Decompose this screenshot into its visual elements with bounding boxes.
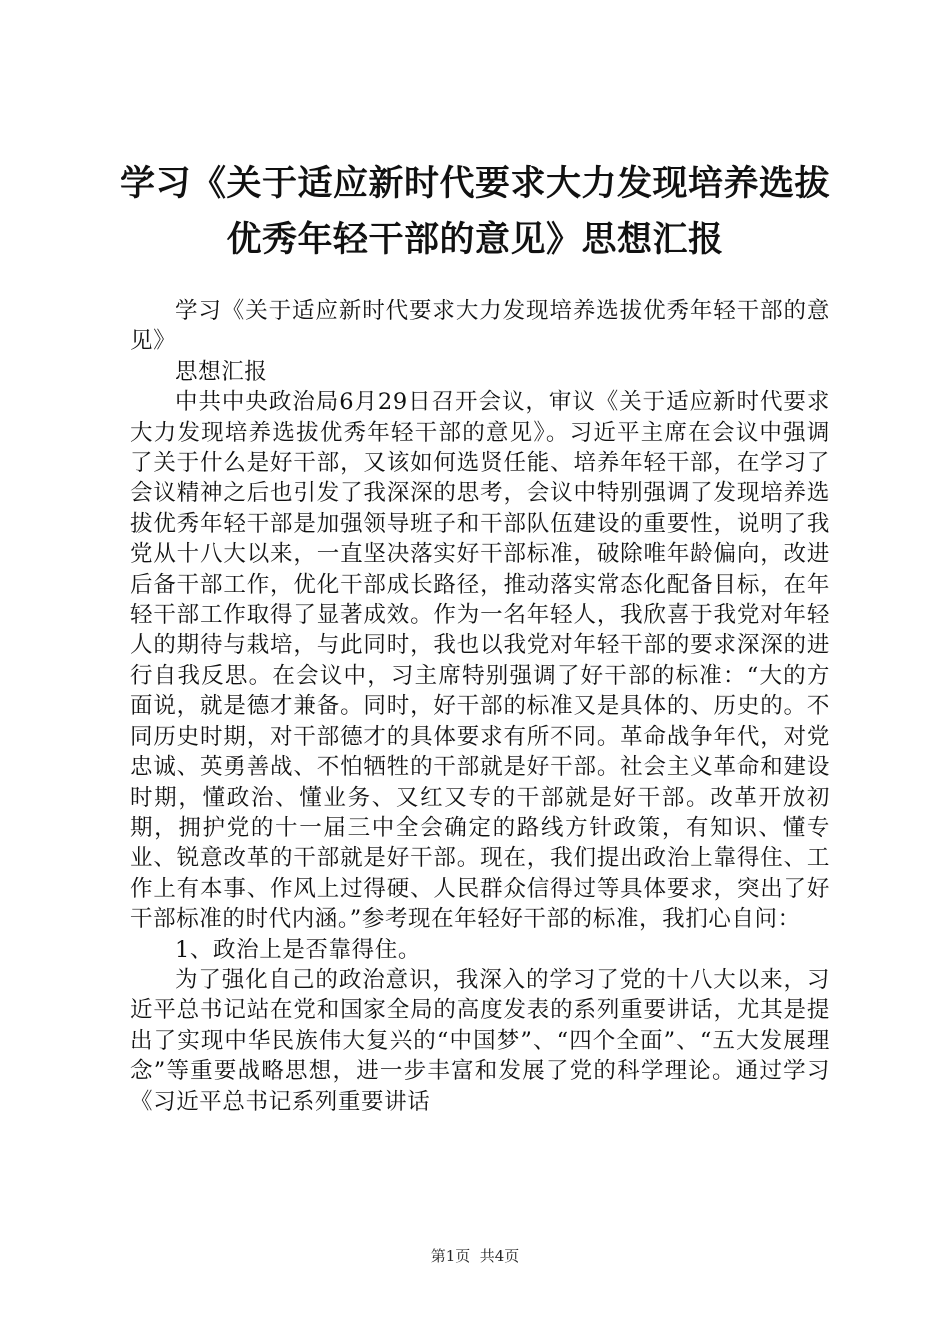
paragraph-main-text: 中共中央政治局6月29日召开会议，审议《关于适应新时代要求大力发现培养选拔优秀年轻干部的意见》。习近平主席在会议中强调了关于什么是好干部，又该如何选贤任能、培养年轻干部，在学习了会议精神之后也引发了我深深的思考，会议中特别强调了发现培养选拔优秀年轻干部是加强领导班子和干部队伍建设的重要性，说明了我党从十八大以来，一直坚决落实好干部标准，破除唯年龄偏向，改进后备干部工作，优化干部成长路径，推动落实常态化配备目标，在年轻干部工作取得了显著成效。作为一名年轻人，我欣喜于我党对年轻人的期待与栽培，与此同时，我也以我党对年轻干部的要求深深的进行自我反思。在会议中，习主席特别强调了好干部的标准：“大的方面说，就是德才兼备。同时，好干部的标准又是具体的、历史的。不同历史时期，对干部德才的具体要求有所不同。革命战争年代，对党忠诚、英勇善战、不怕牺牲的干部就是好干部。社会主义革命和建设时期，懂政治、懂业务、又红又专的干部就是好干部。改革开放初期，拥护党的十一届三中全会确定的路线方针政策，有知识、懂专业、锐意改革的干部就是好干部。现在，我们提出政治上靠得住、工作上有本事、作风上过得硬、人民群众信得过等具体要求，突出了好干部标准的时代内涵。”参考现在年轻好干部的标准，我扪心自问： bbox=[130, 389, 830, 933]
page-footer bbox=[0, 1246, 950, 1266]
document-title bbox=[120, 156, 830, 268]
document-body bbox=[130, 296, 830, 1117]
paragraph-point-1-text: 为了强化自己的政治意识，我深入的学习了党的十八大以来，习近平总书记站在党和国家全局的高度发表的系列重要讲话，尤其是提出了实现中华民族伟大复兴的“中国梦”、“四个全面”、“五大发展理念”等重要战略思想，进一步丰富和发展了党的科学理论。通过学习《习近平总书记系列重要讲话 bbox=[130, 966, 830, 1115]
title-line-2: 优秀年轻干部的意见》思想汇报 bbox=[226, 220, 724, 260]
page-number: 第1页 共4页 bbox=[430, 1247, 520, 1265]
title-line-1: 学习《关于适应新时代要求大力发现培养选拔 bbox=[120, 164, 831, 204]
paragraph-report-label: 思想汇报 bbox=[175, 358, 268, 385]
paragraph-restated-title: 学习《关于适应新时代要求大力发现培养选拔优秀年轻干部的意见》 bbox=[130, 298, 830, 355]
paragraph-point-1: 1、政治上是否靠得住。 bbox=[175, 936, 421, 963]
